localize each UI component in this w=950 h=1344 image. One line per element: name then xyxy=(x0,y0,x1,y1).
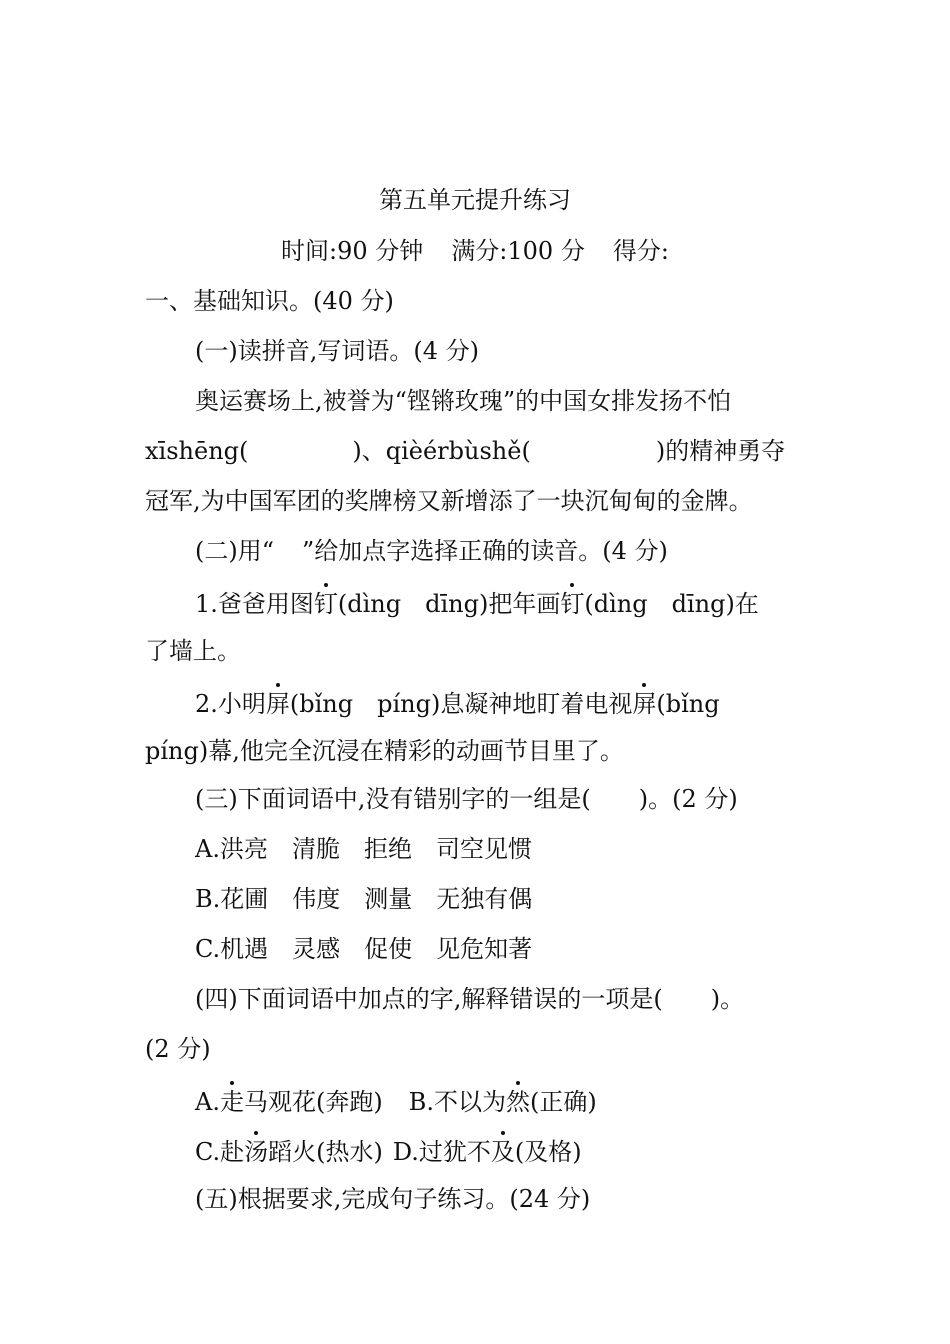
page-title: 第五单元提升练习 xyxy=(379,186,571,214)
full-score: 满分:100 分 xyxy=(451,237,585,265)
part2-question-1-line-2: 了墙上。 xyxy=(145,637,241,665)
part5-heading: (五)根据要求,完成句子练习。(24 分) xyxy=(195,1185,591,1213)
part4-heading-line-2: (2 分) xyxy=(145,1035,211,1063)
dotted-char: 钉 xyxy=(313,590,338,618)
part3-option-c: C.机遇 灵感 促使 见危知著 xyxy=(195,935,533,963)
part2-question-1: 1.爸爸用图钉(dìng dīng)把年画钉(dìng dīng)在 xyxy=(195,590,759,618)
pinyin-tail: )的精神勇夺 xyxy=(655,437,786,465)
exam-meta xyxy=(0,236,950,266)
dotted-char: 然 xyxy=(505,1088,530,1116)
pinyin-1: xīshēng( xyxy=(145,437,249,465)
part2-heading: (二)用“ ”给加点字选择正确的读音。(4 分) xyxy=(195,537,668,565)
part3-option-a: A.洪亮 清脆 拒绝 司空见惯 xyxy=(195,835,532,863)
part2-question-2: 2.小明屏(bǐng píng)息凝神地盯着电视屏(bǐng xyxy=(195,690,720,718)
part1-line-2 xyxy=(145,436,805,466)
dotted-char: 屏 xyxy=(632,690,657,718)
dotted-char: 屏 xyxy=(265,690,290,718)
part3-option-b: B.花圃 伟度 测量 无独有偶 xyxy=(195,885,533,913)
dotted-char: 走 xyxy=(219,1088,244,1116)
part4-options-ab: A.走马观花(奔跑) B.不以为然(正确) xyxy=(195,1088,597,1116)
part1-line-1: 奥运赛场上,被誉为“铿锵玫瑰”的中国女排发扬不怕 xyxy=(195,387,732,415)
section-heading-basics: 一、基础知识。(40 分) xyxy=(145,287,394,315)
score-label: 得分: xyxy=(612,237,669,265)
dotted-char: 钉 xyxy=(560,590,585,618)
part4-heading: (四)下面词语中加点的字,解释错误的一项是( )。 xyxy=(195,985,745,1013)
dotted-char: 汤 xyxy=(244,1138,269,1166)
dotted-char: 及 xyxy=(490,1138,515,1166)
part2-question-2-line-2: píng)幕,他完全沉浸在精彩的动画节目里了。 xyxy=(145,737,624,765)
time-limit: 时间:90 分钟 xyxy=(281,237,424,265)
part4-options-cd: C.赴汤蹈火(热水) D.过犹不及(及格) xyxy=(195,1138,582,1166)
pinyin-2: )、qièérbùshě( xyxy=(352,437,531,465)
part1-line-3: 冠军,为中国军团的奖牌榜又新增添了一块沉甸甸的金牌。 xyxy=(145,487,753,515)
part1-heading: (一)读拼音,写词语。(4 分) xyxy=(195,337,479,365)
part3-heading: (三)下面词语中,没有错别字的一组是( )。(2 分) xyxy=(195,785,738,813)
